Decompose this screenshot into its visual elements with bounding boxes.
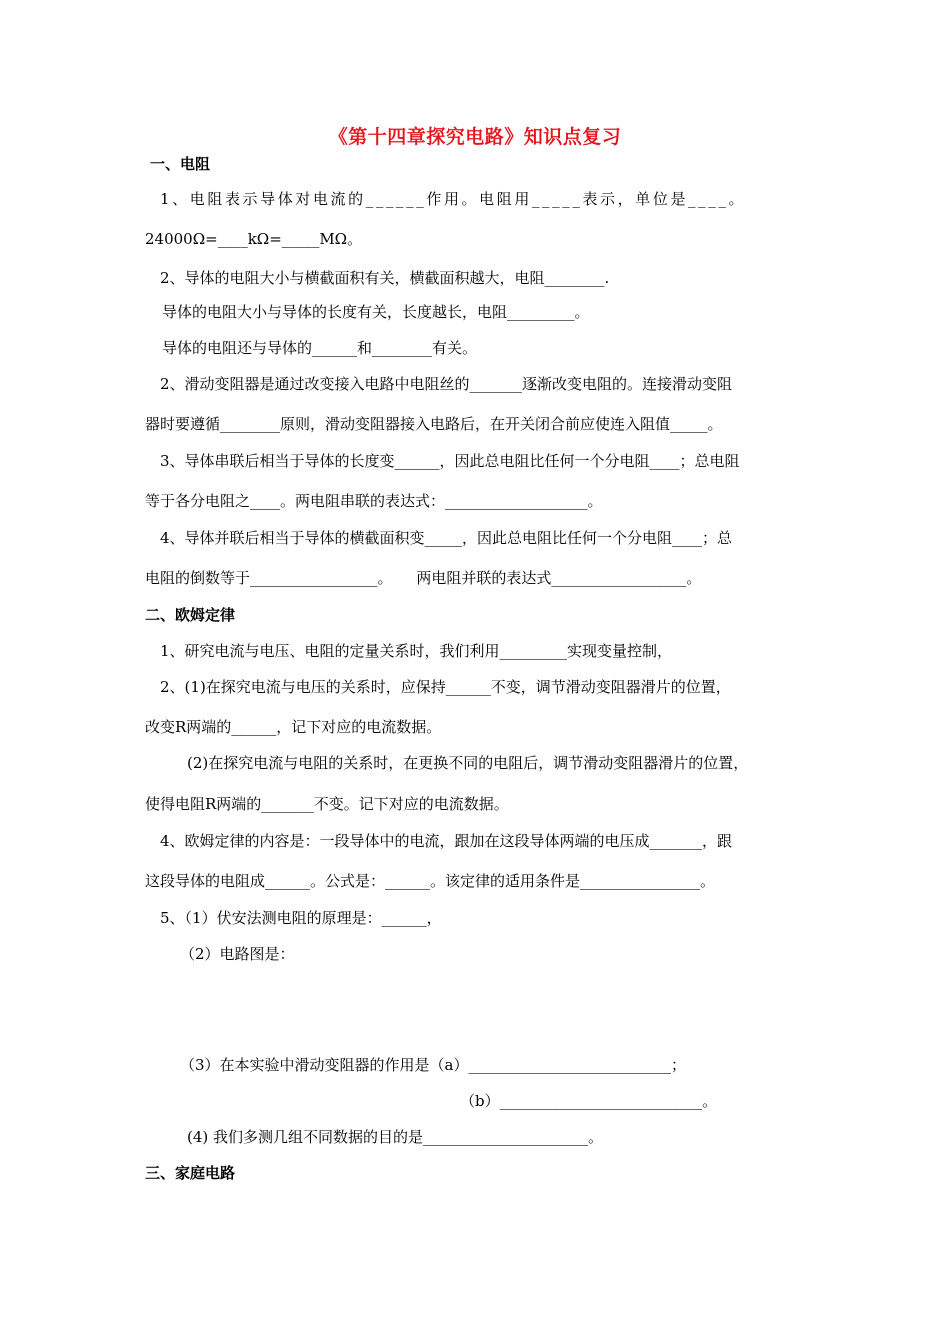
- text-line: 1、研究电流与电压、电阻的定量关系时，我们利用_________实现变量控制，: [160, 642, 673, 660]
- section-heading-ohms-law: 二、欧姆定律: [145, 606, 236, 624]
- text-line: (4) 我们多测几组不同数据的目的是______________________。: [187, 1128, 604, 1146]
- text-line: 使得电阻R两端的_______不变。记下对应的电流数据。: [145, 795, 509, 813]
- text-line: （3）在本实验中滑动变阻器的作用是（a）___________________________；: [180, 1056, 686, 1074]
- text-line: 改变R两端的______，记下对应的电流数据。: [145, 718, 442, 736]
- text-line: 4、导体并联后相当于导体的横截面积变_____，因此总电阻比任何一个分电阻____；总: [160, 529, 733, 547]
- text-line: 导体的电阻还与导体的______和________有关。: [162, 339, 478, 357]
- text-line: 4、欧姆定律的内容是：一段导体中的电流，跟加在这段导体两端的电压成_______，跟: [160, 832, 733, 850]
- text-line: 5、（1）伏安法测电阻的原理是：______，: [160, 909, 442, 927]
- text-line: 导体的电阻大小与导体的长度有关，长度越长，电阻_________。: [162, 303, 590, 321]
- text-line: 等于各分电阻之____。两电阻串联的表达式：___________________。: [145, 492, 603, 510]
- section-heading-resistance: 一、电阻: [150, 155, 211, 173]
- text-line: 2、(1)在探究电流与电压的关系时，应保持______不变，调节滑动变阻器滑片的位置，: [160, 678, 731, 696]
- text-line: （b）___________________________。: [460, 1092, 718, 1110]
- text-line: 这段导体的电阻成______。公式是：______。该定律的适用条件是________________。: [145, 872, 716, 890]
- text-line: 3、导体串联后相当于导体的长度变______，因此总电阻比任何一个分电阻____；总电阻: [160, 452, 740, 470]
- text-line: 2、滑动变阻器是通过改变接入电路中电阻丝的_______逐渐改变电阻的。连接滑动变阻: [160, 375, 733, 393]
- section-heading-household-circuit: 三、家庭电路: [145, 1164, 236, 1182]
- text-line: 器时要遵循________原则，滑动变阻器接入电路后，在开关闭合前应使连入阻值_____。: [145, 415, 723, 433]
- text-line: 电阻的倒数等于_________________。 两电阻并联的表达式__________________。: [145, 569, 702, 587]
- text-line: 24000Ω=____kΩ=_____MΩ。: [145, 230, 363, 248]
- text-line: 2、导体的电阻大小与横截面积有关，横截面积越大，电阻________.: [160, 269, 610, 287]
- text-line: 1、电阻表示导体对电流的______作用。电阻用_____表示，单位是____。: [160, 190, 747, 208]
- page-title: 《第十四章探究电路》知识点复习: [328, 126, 622, 148]
- text-line: (2)在探究电流与电阻的关系时，在更换不同的电阻后，调节滑动变阻器滑片的位置，: [187, 754, 749, 772]
- text-line: （2）电路图是：: [180, 945, 295, 963]
